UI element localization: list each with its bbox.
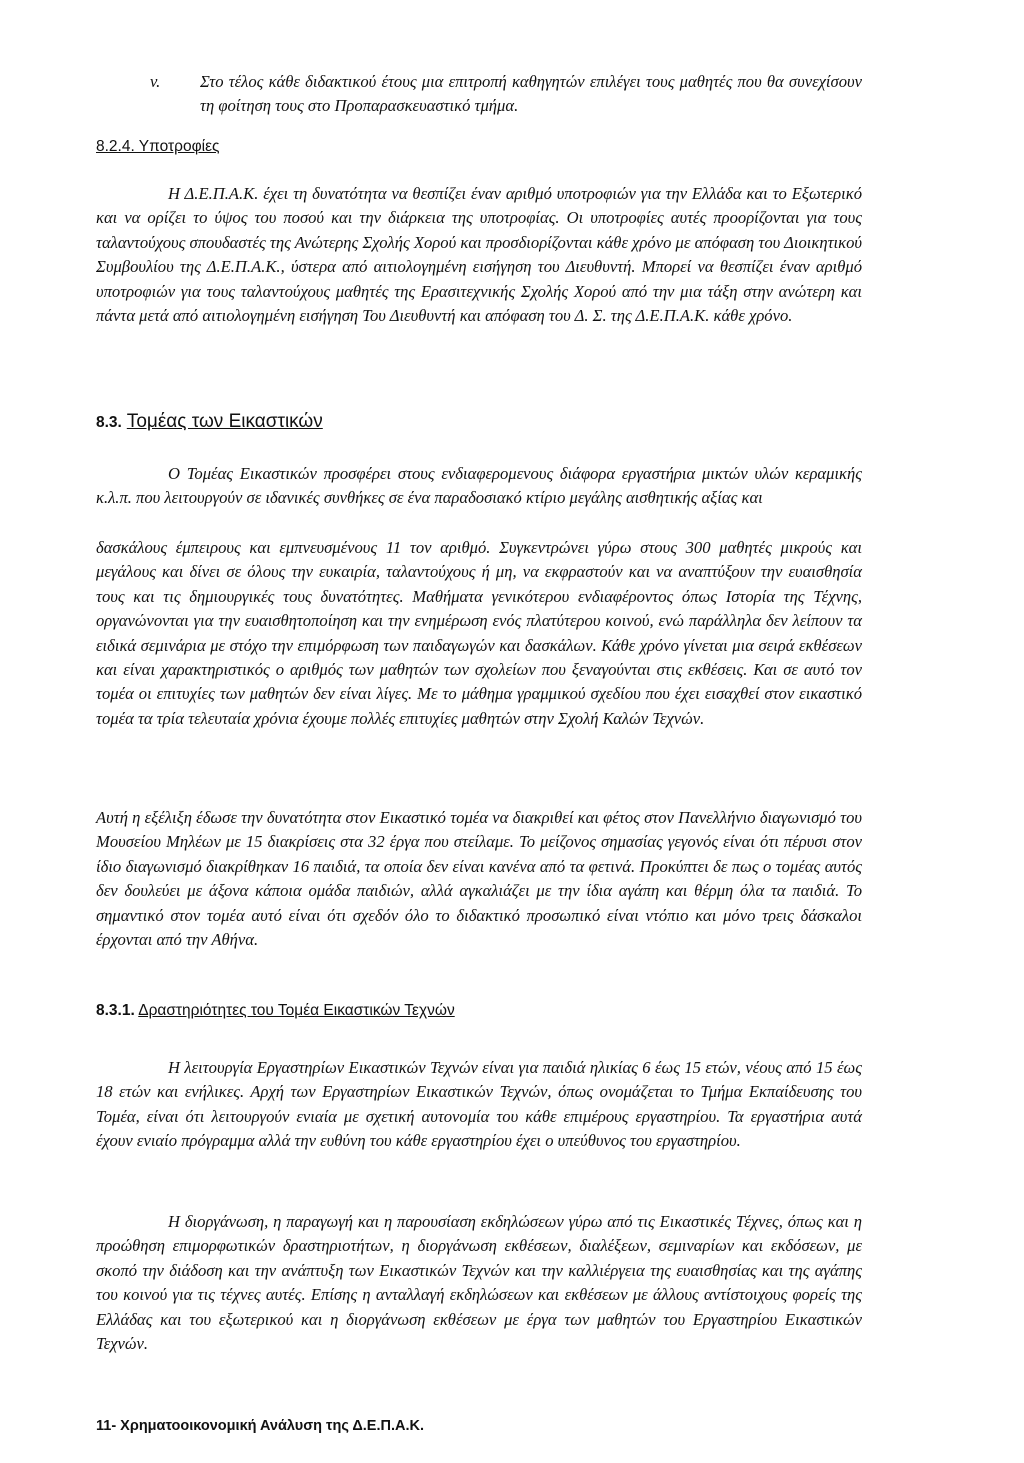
visual-arts-paragraph-2: Αυτή η εξέλιξη έδωσε την δυνατότητα στον Εικαστικό τομέα να διακριθεί και φέτος στον Πανελλήνιο διαγωνισμό του Μουσείου Μηλέων με 15 διακρίσεις στα 32 έργα που στείλαμε. Το μείζονος σημασίας γεγονός είναι ότι πέρυσι στον ίδιο διαγωνισμό διακρίθηκαν 16 παιδιά, τα οποία δεν είναι κανένα από τα φετινά. Προκύπτει δε πως ο τομέας αυτός δεν δουλεύει με άξονα κάποια ομάδα παιδιών, αλλά αγκαλιάζει με την ίδια αγάπη και θέρμη όλα τα παιδιά. Το σημαντικό στον τομέα αυτό είναι ότι σχεδόν όλο το διδακτικό προσωπικό είναι ντόπιο και μόνο τρεις δάσκαλοι έρχονται από την Αθήνα. (96, 808, 862, 950)
section-number-831: 8.3.1. (96, 1002, 135, 1019)
activities-paragraph-1: Η λειτουργία Εργαστηρίων Εικαστικών Τεχνών είναι για παιδιά ηλικίας 6 έως 15 ετών, νέους από 15 έως 18 ετών και ενήλικες. Αρχή των Εργαστηρίων Εικαστικών Τεχνών, όπως ονομάζεται το Τμήμα Εκπαίδευσης του Τομέα, είναι ότι λειτουργούν ενιαία με σχετική αυτονομία του κάθε επιμέρους εργαστηρίου. Τα εργαστήρια αυτά έχουν ενιαίο πρόγραμμα αλλά την ευθύνη του κάθε εργαστηρίου έχει ο υπεύθυνος του εργαστηρίου. (96, 1058, 862, 1151)
section-heading-visual-arts (96, 410, 323, 435)
list-marker-v: v. (150, 72, 161, 91)
section-title-activities: Δραστηριότητες του Τομέα Εικαστικών Τεχνών (138, 1002, 455, 1019)
visual-arts-paragraph: δασκάλους έμπειρους και εμπνευσμένους 11 τον αριθμό. Συγκεντρώνει γύρω στους 300 μαθητές μικρούς και μεγάλους και δίνει σε όλους την ευκαιρία, ταλαντούχους ή μη, να εκφραστούν και να αναπτύξουν την ευαισθησία τους και τις δημιουργικές τους δυνατότητες. Μαθήματα γενικότερου ενδιαφέροντος όπως Ιστορία της Τέχνης, οργανώνονται για την ευαισθητοποίηση και την ενημέρωση ενός πλατύτερου κοινού, ενώ παράλληλα δεν λείπουν τα ειδικά σεμινάρια με στόχο την επιμόρφωση των παιδαγωγών και δασκάλων. Κάθε χρόνο γίνεται μια σειρά εκθέσεων και είναι χαρακτηριστικός ο αριθμός των μαθητών των σχολείων που ξεναγούνται στις εκθέσεις. Και σε αυτό τον τομέα οι επιτυχίες των μαθητών δεν είναι λίγες. Με το μάθημα γραμμικού σχεδίου που έχει εισαχθεί στον εικαστικό τομέα τα τρία τελευταία χρόνια έχουμε πολλές επιτυχίες μαθητών στην Σχολή Καλών Τεχνών. (96, 538, 862, 728)
section-heading-activities (96, 1000, 455, 1022)
section-heading-scholarships: 8.2.4. Υποτροφίες (96, 138, 220, 155)
section-number-83: 8.3. (96, 414, 122, 431)
page-footer: 11- Χρηματοοικονομική Ανάλυση της Δ.Ε.Π.Α.Κ. (96, 1418, 425, 1434)
activities-paragraph-2: Η διοργάνωση, η παραγωγή και η παρουσίαση εκδηλώσεων γύρω από τις Εικαστικές Τέχνες, όπως και η προώθηση επιμορφωτικών δραστηριοτήτων, η διοργάνωση εκθέσεων, διαλέξεων, σεμιναρίων και εκδόσεων, με σκοπό την διάδοση και την ανάπτυξη των Εικαστικών Τεχνών και την καλλιέργεια της ευαισθησίας και της αγάπης του κοινού για τις τέχνες αυτές. Επίσης η ανταλλαγή εκδηλώσεων και εκθέσεων με άλλους αντίστοιχους φορείς της Ελλάδας και του εξωτερικού και η διοργάνωση εκθέσεων με έργα των μαθητών του Εργαστηρίου Εικαστικών Τεχνών. (96, 1212, 862, 1354)
scholarships-paragraph: Η Δ.Ε.Π.Α.Κ. έχει τη δυνατότητα να θεσπίζει έναν αριθμό υποτροφιών για την Ελλάδα και το Εξωτερικό και να ορίζει το ύψος του ποσού και την διάρκεια της υποτροφίας. Οι υποτροφίες αυτές προορίζονται για τους ταλαντούχους σπουδαστές της Ανώτερης Σχολής Χορού και προσδιορίζονται κάθε χρόνο με απόφαση του Διοικητικού Συμβουλίου της Δ.Ε.Π.Α.Κ., ύστερα από αιτιολογημένη εισήγηση του Διευθυντή. Μπορεί να θεσπίζει έναν αριθμό υποτροφιών για τους ταλαντούχους μαθητές της Ερασιτεχνικής Σχολής Χορού από την μια τάξη στην ανώτερη και πάντα μετά από αιτιολογημένη εισήγηση Του Διευθυντή και απόφαση του Δ. Σ. της Δ.Ε.Π.Α.Κ. κάθε χρόνο. (96, 184, 862, 326)
visual-arts-intro: Ο Τομέας Εικαστικών προσφέρει στους ενδιαφερομενους διάφορα εργαστήρια μικτών υλών κεραμικής κ.λ.π. που λειτουργούν σε ιδανικές συνθήκες σε ένα παραδοσιακό κτίριο μεγάλης αισθητικής αξίας και (96, 464, 862, 508)
list-item-v-text: Στο τέλος κάθε διδακτικού έτους μια επιτροπή καθηγητών επιλέγει τους μαθητές που θα συνεχίσουν τη φοίτηση τους στο Προπαρασκευαστικό τμήμα. (200, 72, 862, 116)
section-title-visual-arts: Τομέας των Εικαστικών (126, 411, 323, 432)
